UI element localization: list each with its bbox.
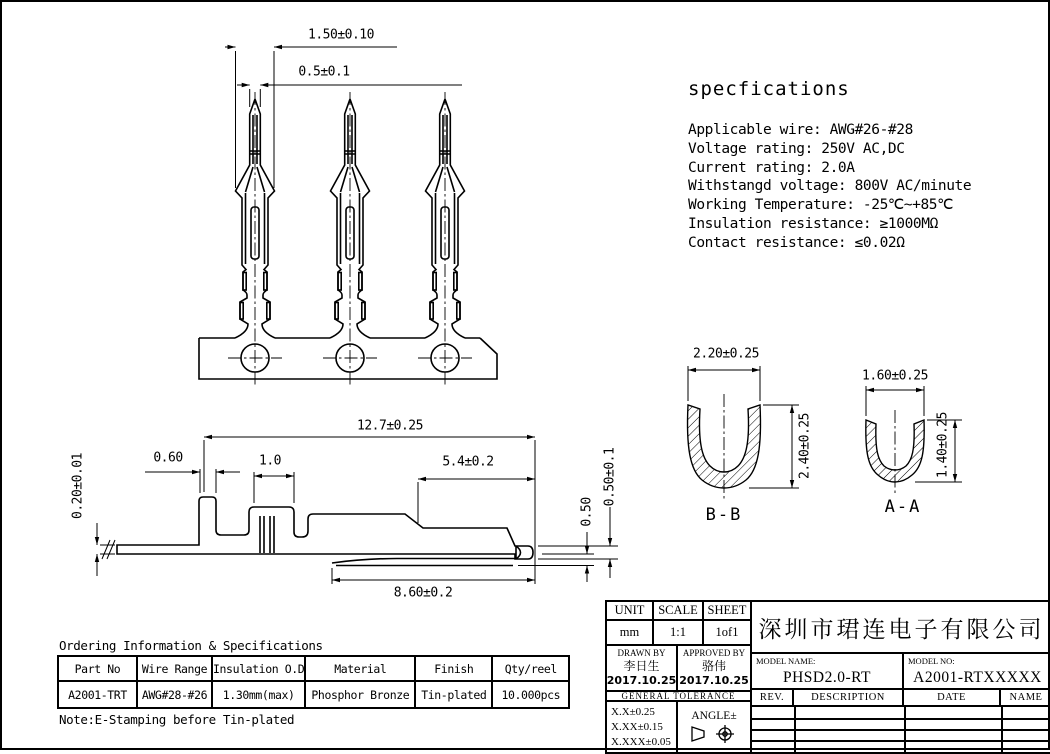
scale-label: SCALE (654, 602, 704, 621)
revision-grid-line (904, 707, 906, 752)
third-angle-projection-icon (688, 723, 740, 745)
col-part-no: Part No (58, 656, 137, 681)
cell-qty-reel: 10.000pcs (492, 681, 569, 708)
cell-wire-range: AWG#28-#26 (137, 681, 212, 708)
spec-line: Withstangd voltage: 800V AC/minute (688, 178, 972, 195)
description-header: DESCRIPTION (794, 690, 904, 707)
revision-grid-line (752, 718, 1050, 720)
drawn-by-label: DRAWN BY (617, 648, 666, 658)
side-view (117, 497, 533, 566)
specifications-block (688, 78, 1018, 253)
dim-label-front-width: 1.50±0.10 (308, 27, 374, 43)
col-material: Material (305, 656, 415, 681)
cell-finish: Tin-plated (415, 681, 492, 708)
ordering-header-row (58, 656, 569, 681)
model-name-label: MODEL NAME: (756, 656, 816, 666)
dim-label-aa-width: 1.60±0.25 (862, 368, 928, 384)
drawn-by-cell (607, 646, 678, 692)
spec-line: Current rating: 2.0A (688, 159, 855, 176)
col-insulation-od: Insulation O.D (212, 656, 305, 681)
dim-label-strip-thickness: 0.20±0.01 (70, 453, 86, 519)
unit-label: UNIT (607, 602, 654, 621)
section-bb (688, 394, 761, 499)
general-tolerance-label: GENERAL TOLERANCE (607, 692, 752, 702)
spec-line: Insulation resistance: ≥1000MΩ (688, 215, 938, 232)
unit-value: mm (607, 621, 654, 646)
break-marks (102, 540, 115, 559)
ordering-note: Note:E-Stamping before Tin-plated (59, 712, 295, 727)
company-name: 深圳市珺连电子有限公司 (752, 602, 1050, 654)
tolerance-cell (607, 702, 678, 752)
cell-material: Phosphor Bronze (305, 681, 415, 708)
model-no-label: MODEL NO: (908, 656, 955, 666)
dim-label-pin-diameter: 0.50±0.1 (602, 447, 618, 507)
tolerance-3: X.XXX±0.05 (611, 735, 671, 748)
terminal-side-outline (117, 497, 533, 559)
front-view (199, 99, 497, 379)
revision-grid-line (794, 707, 796, 752)
section-aa-cross-section (866, 420, 924, 482)
revision-grid-line (752, 740, 1050, 742)
scale-value: 1:1 (654, 621, 704, 646)
section-aa (866, 410, 924, 493)
crimp-seam-lines (260, 516, 274, 553)
col-qty-reel: Qty/reel (492, 656, 569, 681)
approved-by-cell (678, 646, 752, 692)
dim-label-stamp: 0.60 (153, 450, 183, 466)
approved-by-name: 骆伟 (701, 659, 726, 674)
dim-label-spring: 0.50 (579, 497, 595, 527)
cell-insulation-od: 1.30mm(max) (212, 681, 305, 708)
specifications-title: specfications (688, 78, 850, 100)
revision-grid-line (1001, 707, 1003, 752)
angle-label: ANGLE± (691, 709, 737, 722)
dim-label-crimp: 1.0 (259, 453, 281, 469)
date-header: DATE (904, 690, 1001, 707)
dim-label-contact: 5.4±0.2 (442, 454, 494, 470)
rev-header: REV. (752, 690, 794, 707)
ordering-title: Ordering Information & Specifications (59, 638, 323, 653)
approved-by-label: APPROVED BY (682, 648, 746, 658)
sheet-label: SHEET (704, 602, 752, 621)
spec-line: Contact resistance: ≤0.02Ω (688, 234, 905, 251)
sheet-value: 1of1 (704, 621, 752, 646)
dim-label-aa-height: 1.40±0.25 (935, 412, 951, 478)
model-no-cell (904, 654, 1050, 690)
pin-tip-detail (516, 546, 521, 559)
model-name-value: PHSD2.0-RT (782, 669, 872, 686)
drawn-by-date: 2017.10.25 (607, 674, 677, 688)
col-finish: Finish (415, 656, 492, 681)
ordering-table (57, 655, 570, 709)
tolerance-1: X.X±0.25 (611, 706, 655, 718)
dim-label-pin-length: 8.60±0.2 (393, 585, 453, 601)
model-name-cell (752, 654, 904, 690)
section-bb-label: B-B (705, 505, 743, 525)
dim-label-bb-width: 2.20±0.25 (693, 346, 759, 362)
cell-part-no: A2001-TRT (58, 681, 137, 708)
model-no-value: A2001-RTXXXXX (913, 669, 1042, 686)
drawn-by-name: 李日生 (623, 659, 660, 674)
dim-label-front-pin: 0.5±0.1 (298, 64, 350, 80)
spec-line: Working Temperature: -25℃~+85℃ (688, 197, 954, 214)
spec-line: Applicable wire: AWG#26-#28 (688, 122, 913, 138)
revision-grid-line (752, 729, 1050, 731)
dim-label-bb-height: 2.40±0.25 (797, 413, 813, 479)
tolerance-2: X.XX±0.15 (611, 720, 663, 733)
section-aa-label: A-A (884, 497, 922, 517)
angle-cell (678, 702, 752, 752)
name-header: NAME (1001, 690, 1050, 707)
approved-by-date: 2017.10.25 (679, 674, 749, 688)
dim-label-total-length: 12.7±0.25 (357, 418, 423, 434)
spring-blade (332, 559, 515, 566)
col-wire-range: Wire Range (137, 656, 212, 681)
title-block (605, 600, 1050, 754)
ordering-data-row (58, 681, 569, 708)
spec-line: Voltage rating: 250V AC,DC (688, 140, 905, 157)
